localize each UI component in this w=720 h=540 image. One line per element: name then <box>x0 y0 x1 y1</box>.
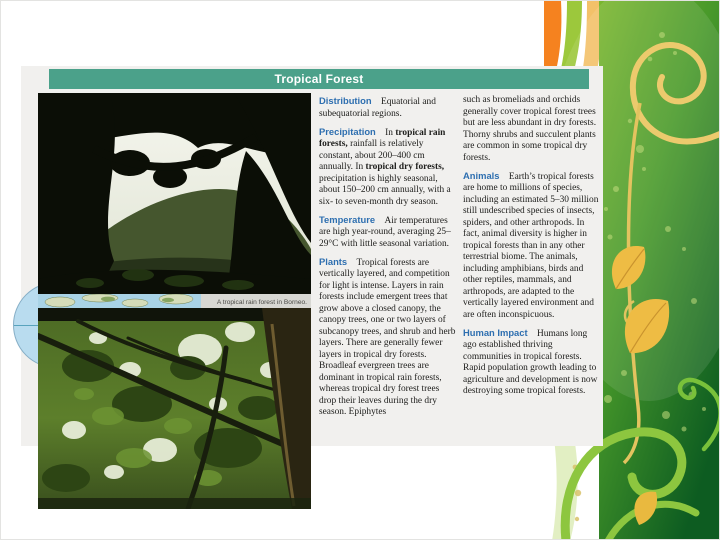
paragraph <box>319 214 458 251</box>
paragraph <box>319 256 458 419</box>
section-header: Animals <box>463 169 500 181</box>
section-header: Human Impact <box>463 326 528 338</box>
body-text: In <box>385 127 396 138</box>
section-header: Distribution <box>319 95 372 106</box>
borneo-map-strip <box>38 294 311 308</box>
section-header: Precipitation <box>319 125 376 137</box>
bold-term: tropical dry forests, <box>365 162 445 172</box>
bold-term: tropical rain forests, <box>319 127 446 149</box>
text-column-left <box>319 95 458 424</box>
body-text: rainfall is relatively constant, about 200–400 cm annually. In <box>319 139 425 172</box>
section-header: Plants <box>319 255 348 267</box>
body-text: Tropical forests are vertically layered, and competition for light is intense. Layers in rain forests include emergent trees that grow above a closed canopy, the canopy trees, one or two layers of subcanopy trees, and shrub and herb layers. There are generally fewer layers in tropical dry forests. Broadleaf evergreen trees are dominant in tropical rain forests, whereas tropical dry forest trees drop their leaves during the dry season. Epiphytes <box>319 257 456 417</box>
body-text: Air temperatures are high year-round, averaging 25–29°C with little seasonal variation. <box>319 215 451 249</box>
body-text: Earth’s tropical forests are home to millions of species, including an estimated 5–30 million still undescribed species of insects, spiders, and other arthropods. In fact, animal diversity is higher in tropical forests than in any other terrestrial biome. The animals, including amphibians, birds and other reptiles, mammals, and arthropods, are adapted to the vertically layered environment and are often inconspicuous. <box>463 171 599 320</box>
paragraph <box>463 327 602 398</box>
photo-caption: A tropical rain forest in Borneo. <box>216 299 307 306</box>
paragraph <box>319 95 458 120</box>
paragraph <box>319 126 458 209</box>
body-text: Humans long ago established thriving communities in tropical forests. Rapid population growth leading to agriculture and development is now destroying some tropical forests. <box>463 328 598 396</box>
paragraph <box>463 170 602 322</box>
section-header: Temperature <box>319 213 376 225</box>
body-text: such as bromeliads and orchids generally cover tropical forest trees but are less abundant in dry forests. Thorny shrubs and succulent plants are common in some tropical dry forests. <box>463 95 597 163</box>
body-text: Equatorial and subequatorial regions. <box>319 97 436 119</box>
page-title: Tropical Forest <box>274 72 364 86</box>
forest-photo-top <box>38 93 311 294</box>
paragraph <box>463 95 602 164</box>
text-column-right <box>463 95 602 403</box>
title-bar <box>49 69 589 89</box>
forest-photo-bottom <box>38 308 311 509</box>
body-text: precipitation is highly seasonal, about 150–200 cm annually, with a six- to seven-month dry season. <box>319 173 451 207</box>
